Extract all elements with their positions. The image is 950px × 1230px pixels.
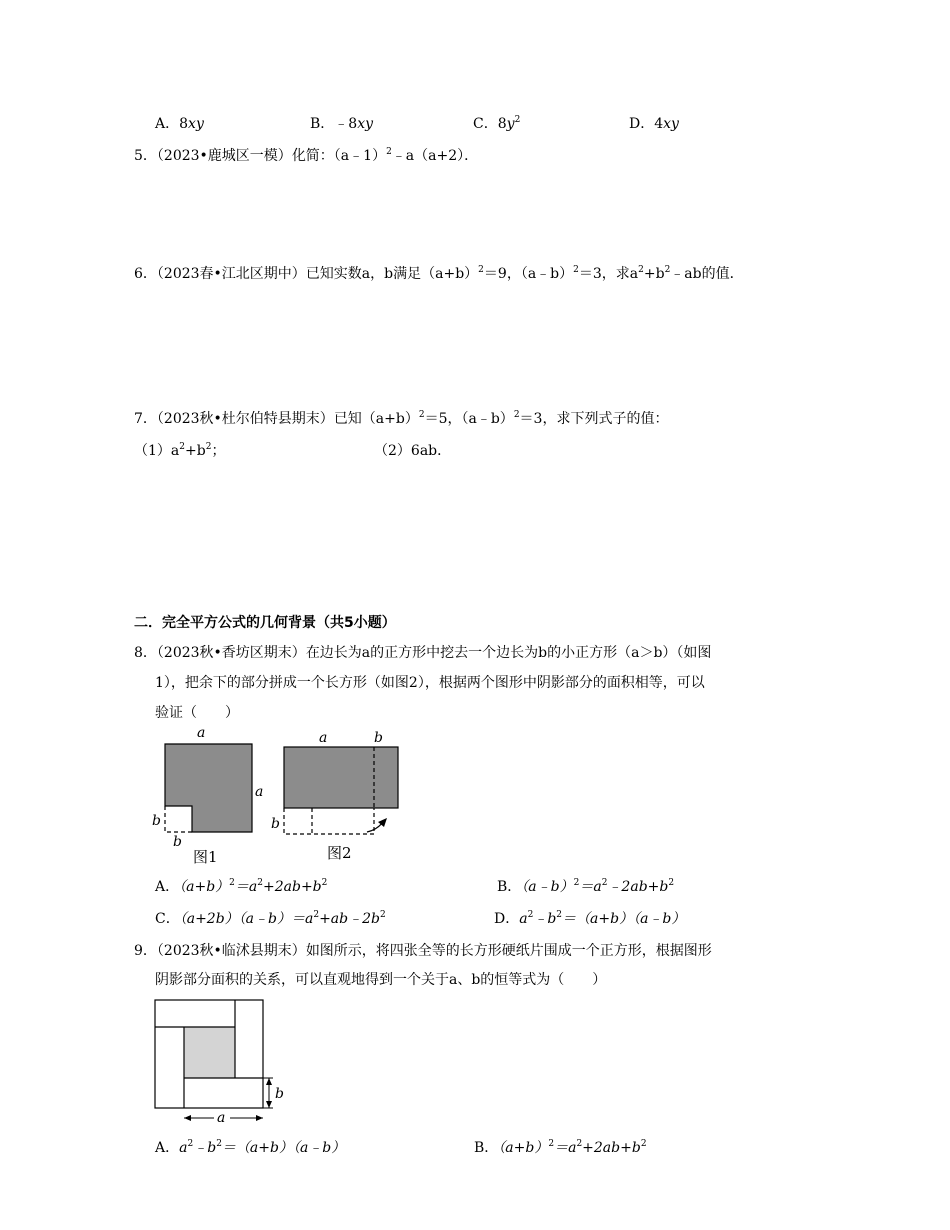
q9-figure [150, 994, 295, 1130]
q4-option-c: C．$8y^2$ [473, 115, 521, 132]
q7-part-2: （2）6ab． [374, 443, 452, 459]
fig2-label-a: a [319, 730, 328, 746]
fig2-label-b-left: b [271, 816, 280, 832]
q8-option-b: B．$(a﹣b)^2=a^2﹣2ab+b^2$ [497, 878, 675, 895]
q8-option-a: A．$(a+b)^2=a^2+2ab+b^2$ [155, 878, 328, 895]
fig2-shaded-rectangle [284, 747, 398, 808]
q8-question-line-1: 8．（2023秋•香坊区期末）在边长为a的正方形中挖去一个边长为b的小正方形（a＞b）（如图 [134, 645, 712, 661]
q8-option-c: C．$(a+2b)(a﹣b)=a^2+ab﹣2b^2$ [155, 910, 386, 927]
fig1-label-b-bottom: b [173, 834, 182, 850]
q8-question-line-2: 1），把余下的部分拼成一个长方形（如图2），根据两个图形中阴影部分的面积相等，可以 [155, 675, 705, 691]
fig2-caption: 图2 [327, 844, 352, 862]
q8-figure [145, 722, 415, 872]
q9-shaded-inner-square [184, 1027, 235, 1078]
section-2-title: 二．完全平方公式的几何背景（共5小题） [134, 615, 396, 631]
q9-question-line-2: 阴影部分面积的关系，可以直观地得到一个关于a、b的恒等式为（ ） [155, 972, 607, 988]
q8-option-d: D．$a^2﹣b^2=(a+b)(a﹣b)$ [494, 910, 686, 927]
q9-option-a: A．$a^2﹣b^2=(a+b)(a﹣b)$ [155, 1139, 346, 1156]
q5-question: 5．（2023•鹿城区一模）化简：（a﹣1）$^2$﹣a（a+2）． [134, 147, 479, 164]
fig1-shaded-region [165, 744, 252, 832]
fig1-label-b-left: b [152, 813, 161, 829]
q9-question-line-1: 9．（2023秋•临沭县期末）如图所示，将四张全等的长方形硬纸片围成一个正方形，根据图形 [134, 943, 712, 959]
fig1-label-a-right: a [255, 784, 264, 800]
fig1-caption: 图1 [193, 848, 218, 866]
q9-option-b: B．$(a+b)^2=a^2+2ab+b^2$ [474, 1139, 647, 1156]
fig1-label-a-top: a [197, 725, 206, 741]
fig2-label-b-top: b [374, 730, 383, 746]
fig1-cut-square [165, 806, 192, 832]
q7-part-1: $(1)a^2+b^2$； [134, 442, 226, 459]
q8-figure-svg [145, 722, 415, 868]
q7-question: 7．（2023秋•杜尔伯特县期末）已知$(a+b)^2=5$，（a﹣b）$^2$＝3，求下列式子的值： [134, 410, 669, 427]
q9-label-a: a [217, 1110, 226, 1126]
q8-question-line-3: 验证（ ） [155, 705, 239, 721]
q6-question: 6．（2023春•江北区期中）已知实数a，b满足$(a+b)^2=9$，（a﹣b）$^2$＝3，求$a^2+b^2﹣ab$的值． [134, 265, 744, 282]
q4-option-a: A．8xy [155, 116, 204, 132]
q4-option-b: B．﹣8xy [310, 116, 374, 132]
q4-option-d: D．4xy [629, 116, 679, 132]
q9-label-b: b [275, 1086, 284, 1102]
fig2-dashed-strip [284, 808, 374, 834]
q9-figure-svg [150, 994, 295, 1126]
